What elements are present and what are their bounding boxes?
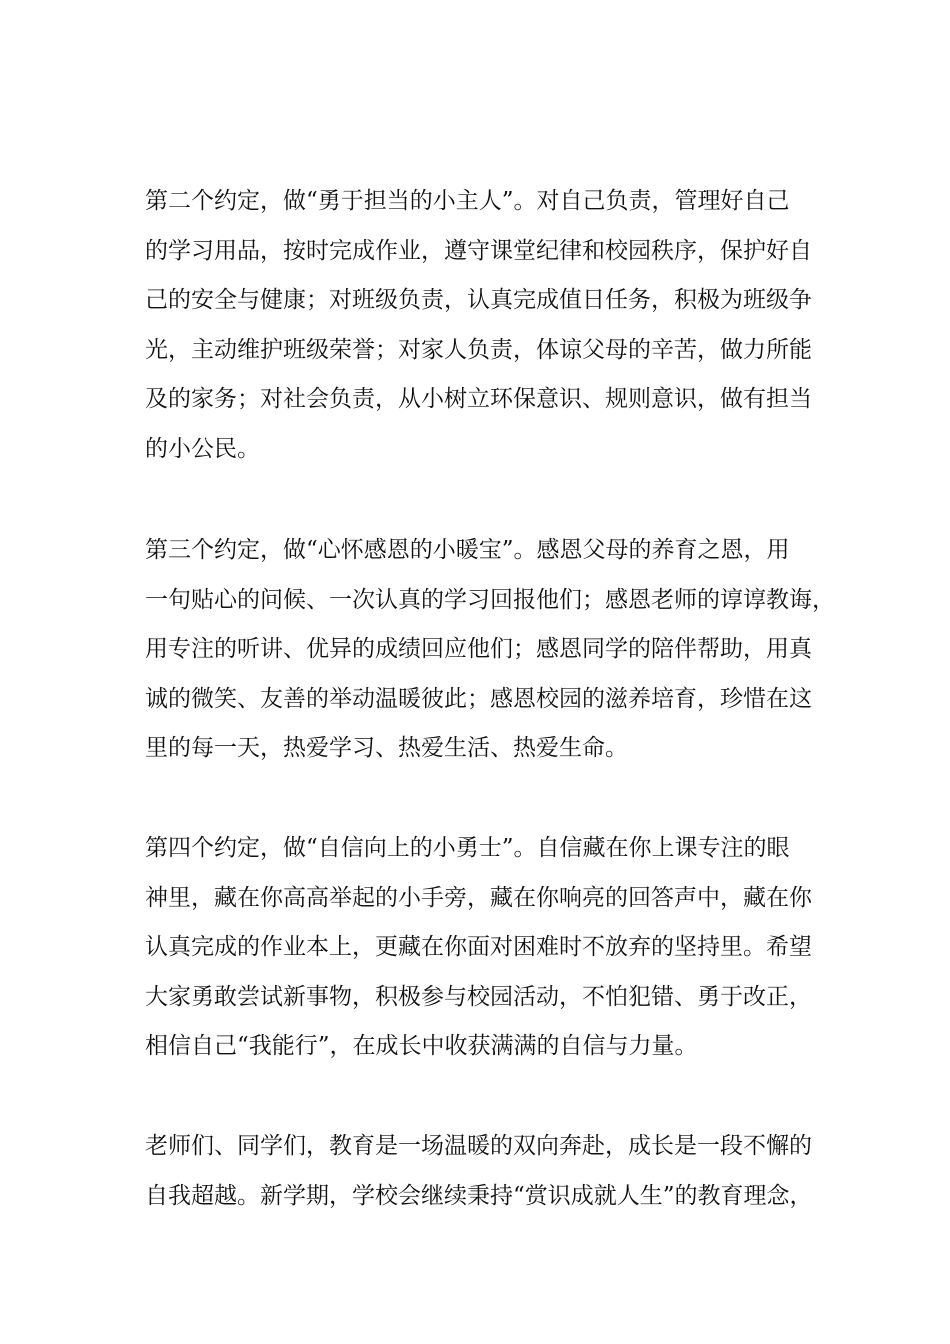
text-line: 的小公民。 (145, 435, 260, 462)
text-line: 老师们、同学们，教育是一场温暖的双向奔赴，成长是一段不懈的 (145, 1133, 812, 1159)
paragraph-closing (145, 1122, 815, 1221)
text-line: 里的每一天，热爱学习、热爱生活、热爱生命。 (145, 735, 628, 761)
paragraph-third-agreement (145, 526, 835, 774)
paragraph-fourth-agreement (145, 824, 815, 1072)
text-line: 认真完成的作业本上，更藏在你面对困难时不放弃的坚持里。希望 (145, 934, 812, 960)
text-line: 诚的微笑、友善的举动温暖彼此；感恩校园的滋养培育，珍惜在这 (145, 685, 812, 712)
text-line: 第四个约定，做“自信向上的小勇士”。自信藏在你上课专注的眼 (145, 835, 790, 861)
text-line: 用专注的听讲、优异的成绩回应他们；感恩同学的陪伴帮助，用真 (145, 636, 812, 662)
text-line: 自我超越。新学期，学校会继续秉持“赏识成就人生”的教育理念， (145, 1182, 813, 1209)
text-line: 相信自己“我能行”，在成长中收获满满的自信与力量。 (145, 1033, 698, 1059)
text-line: 光，主动维护班级荣誉；对家人负责，体谅父母的辛苦，做力所能 (145, 336, 812, 363)
text-line: 第三个约定，做“心怀感恩的小暖宝”。感恩父母的养育之恩，用 (145, 537, 790, 563)
text-line: 己的安全与健康；对班级负责，认真完成值日任务，积极为班级争 (145, 287, 812, 313)
text-line: 第二个约定，做“勇于担当的小主人”。对自己负责，管理好自己 (145, 188, 790, 214)
text-line: 一句贴心的问候、一次认真的学习回报他们；感恩老师的谆谆教诲， (145, 586, 835, 613)
text-line: 的学习用品，按时完成作业，遵守课堂纪律和校园秩序，保护好自 (145, 237, 812, 264)
text-line: 大家勇敢尝试新事物，积极参与校园活动，不怕犯错、勇于改正， (145, 983, 812, 1010)
text-line: 神里，藏在你高高举起的小手旁，藏在你响亮的回答声中，藏在你 (145, 884, 812, 911)
paragraph-second-agreement (145, 177, 815, 474)
text-line: 及的家务；对社会负责，从小树立环保意识、规则意识，做有担当 (145, 386, 812, 412)
